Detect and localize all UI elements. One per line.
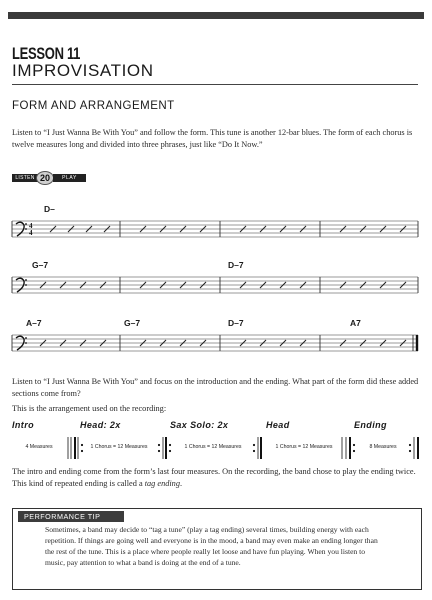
play-label: PLAY [53, 174, 86, 182]
lesson-number: LESSON 11 [12, 44, 81, 63]
lesson-title: IMPROVISATION [12, 61, 154, 80]
chord-staff-1 [10, 200, 422, 250]
title-divider [12, 84, 418, 85]
chord-symbol: G–7 [32, 260, 49, 270]
arrangement-cell: 1 Chorus = 12 Measures [90, 444, 148, 450]
staff-lines [12, 335, 418, 351]
chord-symbol: A7 [350, 318, 361, 328]
tag-ending-paragraph: The intro and ending come from the form’s last four measures. On the recording, the band chose to play the ending twice. This kind of repeated ending is called a tag ending. [12, 467, 416, 488]
staff-lines [12, 277, 418, 293]
listen-play-badge[interactable] [12, 171, 86, 185]
time-signature: 4 [29, 222, 33, 230]
chord-staff-2 [10, 256, 422, 306]
arrangement-header: Sax Solo: 2x [170, 420, 229, 430]
arrangement-header: Intro [12, 420, 34, 430]
arrangement-header: Head: 2x [80, 420, 121, 430]
chord-symbol: D–7 [228, 260, 244, 270]
chord-symbol: G–7 [124, 318, 141, 328]
arrangement-barlines [10, 434, 420, 462]
tag-ending-term: tag ending [144, 479, 180, 488]
arrangement-cell: 4 Measures [25, 444, 53, 450]
arrangement-header: Head [266, 420, 290, 430]
intro-paragraph: Listen to “I Just Wanna Be With You” and follow the form. This tune is another 12-bar blues. The form of each chorus is twelve measures long and divided into three phrases, just like “Do It Now.” [12, 128, 413, 149]
chord-staff-3 [10, 314, 422, 364]
chord-symbol: D–7 [228, 318, 244, 328]
staff-lines [12, 221, 418, 237]
arrangement-cell: 8 Measures [369, 444, 397, 450]
chord-symbol: A–7 [26, 318, 42, 328]
focus-paragraph: Listen to “I Just Wanna Be With You” and focus on the introduction and the ending. What part of the form did these added sections come from? [12, 377, 419, 398]
arrangement-header: Ending [354, 420, 387, 430]
performance-tip-label: PERFORMANCE TIP [18, 511, 124, 522]
arrangement-intro: This is the arrangement used on the recording: [12, 404, 167, 413]
performance-tip-text: Sometimes, a band may decide to “tag a tune” (play a tag ending) several times, building energy with each repetition. If things are going well and everyone is in the mood, a band may even make an ending longer than the rest of the tune. This is a place where people really let loose and have fun playing. When you listen to music, pay attention to what a band is doing at the end of a tune. [45, 525, 378, 567]
arrangement-chart [10, 420, 420, 464]
arrangement-cell: 1 Chorus = 12 Measures [275, 444, 333, 450]
header-bar [8, 12, 424, 19]
repeat-dots [81, 444, 411, 452]
listen-label: LISTEN [12, 174, 38, 182]
section-heading: FORM AND ARRANGEMENT [12, 100, 175, 112]
track-number: 20 [36, 171, 54, 185]
arrangement-cell: 1 Chorus = 12 Measures [184, 444, 242, 450]
chord-symbol: D– [44, 204, 55, 214]
svg-text:4: 4 [29, 229, 33, 237]
